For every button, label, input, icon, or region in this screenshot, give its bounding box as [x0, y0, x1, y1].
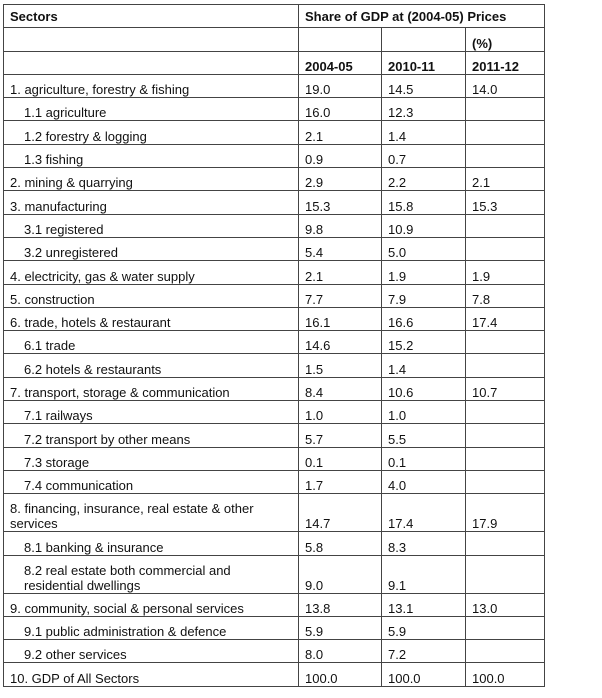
value-2004-05: 1.5 — [299, 354, 382, 377]
header-year: 2010-11 — [382, 51, 466, 74]
value-2010-11: 15.8 — [382, 191, 466, 214]
sector-label: 1.1 agriculture — [4, 98, 299, 121]
header-empty — [4, 51, 299, 74]
value-2004-05: 16.1 — [299, 307, 382, 330]
table-row-total — [4, 663, 545, 686]
value-2010-11: 7.2 — [382, 640, 466, 663]
value-2010-11: 2.2 — [382, 168, 466, 191]
value-2011-12: 15.3 — [466, 191, 545, 214]
value-2011-12: 2.1 — [466, 168, 545, 191]
value-2010-11: 1.9 — [382, 261, 466, 284]
table-row — [4, 532, 545, 555]
table-row — [4, 616, 545, 639]
value-2010-11: 8.3 — [382, 532, 466, 555]
value-2004-05: 14.6 — [299, 331, 382, 354]
header-row-unit — [4, 28, 545, 51]
value-2004-05: 15.3 — [299, 191, 382, 214]
value-2004-05: 5.8 — [299, 532, 382, 555]
value-2011-12: 7.8 — [466, 284, 545, 307]
sector-label: 6.2 hotels & restaurants — [4, 354, 299, 377]
sector-label: 8. financing, insurance, real estate & other services — [4, 494, 299, 532]
sector-label: 8.2 real estate both commercial and residential dwellings — [4, 555, 299, 593]
value-2004-05: 5.4 — [299, 237, 382, 260]
value-2004-05: 2.9 — [299, 168, 382, 191]
value-2011-12: 10.7 — [466, 377, 545, 400]
sector-label: 9. community, social & personal services — [4, 593, 299, 616]
table-row — [4, 401, 545, 424]
sector-label: 6.1 trade — [4, 331, 299, 354]
value-2004-05: 2.1 — [299, 121, 382, 144]
value-2011-12: 13.0 — [466, 593, 545, 616]
value-2010-11: 16.6 — [382, 307, 466, 330]
value-2010-11: 17.4 — [382, 494, 466, 532]
value-2010-11: 0.1 — [382, 447, 466, 470]
sector-label: 9.2 other services — [4, 640, 299, 663]
value-2010-11: 12.3 — [382, 98, 466, 121]
header-year: 2011-12 — [466, 51, 545, 74]
value-2010-11: 1.4 — [382, 354, 466, 377]
value-2010-11: 5.9 — [382, 616, 466, 639]
sector-label: 6. trade, hotels & restaurant — [4, 307, 299, 330]
table-row — [4, 168, 545, 191]
value-2011-12: 14.0 — [466, 74, 545, 97]
value-2011-12 — [466, 331, 545, 354]
value-2011-12: 17.9 — [466, 494, 545, 532]
sector-label: 7. transport, storage & communication — [4, 377, 299, 400]
value-2010-11: 10.6 — [382, 377, 466, 400]
value-2011-12 — [466, 447, 545, 470]
value-2004-05: 13.8 — [299, 593, 382, 616]
value-2004-05: 19.0 — [299, 74, 382, 97]
value-2011-12 — [466, 424, 545, 447]
sector-label: 10. GDP of All Sectors — [4, 663, 299, 686]
value-2011-12 — [466, 532, 545, 555]
table-row — [4, 98, 545, 121]
value-2010-11: 1.4 — [382, 121, 466, 144]
value-2011-12 — [466, 121, 545, 144]
value-2004-05: 0.9 — [299, 144, 382, 167]
header-empty — [382, 28, 466, 51]
value-2004-05: 8.0 — [299, 640, 382, 663]
value-2004-05: 9.8 — [299, 214, 382, 237]
value-2011-12 — [466, 354, 545, 377]
value-2004-05: 2.1 — [299, 261, 382, 284]
table-row — [4, 191, 545, 214]
value-2004-05: 5.9 — [299, 616, 382, 639]
table-row — [4, 447, 545, 470]
value-2004-05: 5.7 — [299, 424, 382, 447]
header-unit: (%) — [466, 28, 545, 51]
sector-label: 3.1 registered — [4, 214, 299, 237]
table-row — [4, 424, 545, 447]
value-2010-11: 10.9 — [382, 214, 466, 237]
sector-label: 7.2 transport by other means — [4, 424, 299, 447]
table-row — [4, 593, 545, 616]
value-2004-05: 16.0 — [299, 98, 382, 121]
sector-label: 7.4 communication — [4, 470, 299, 493]
header-row-years — [4, 51, 545, 74]
table-row — [4, 331, 545, 354]
value-2010-11: 5.5 — [382, 424, 466, 447]
table-row — [4, 354, 545, 377]
value-2010-11: 4.0 — [382, 470, 466, 493]
table-row — [4, 144, 545, 167]
value-2011-12: 100.0 — [466, 663, 545, 686]
header-empty — [4, 28, 299, 51]
table-row — [4, 555, 545, 593]
value-2011-12 — [466, 555, 545, 593]
value-2011-12: 17.4 — [466, 307, 545, 330]
sector-label: 5. construction — [4, 284, 299, 307]
value-2010-11: 14.5 — [382, 74, 466, 97]
value-2004-05: 0.1 — [299, 447, 382, 470]
value-2004-05: 9.0 — [299, 555, 382, 593]
sector-label: 4. electricity, gas & water supply — [4, 261, 299, 284]
header-share-title: Share of GDP at (2004-05) Prices — [299, 5, 545, 28]
header-year: 2004-05 — [299, 51, 382, 74]
value-2011-12 — [466, 214, 545, 237]
header-row-title — [4, 5, 545, 28]
table-row — [4, 640, 545, 663]
sector-label: 1.3 fishing — [4, 144, 299, 167]
value-2004-05: 1.7 — [299, 470, 382, 493]
value-2010-11: 100.0 — [382, 663, 466, 686]
value-2010-11: 0.7 — [382, 144, 466, 167]
value-2004-05: 1.0 — [299, 401, 382, 424]
table-row — [4, 121, 545, 144]
table-row — [4, 307, 545, 330]
header-sectors: Sectors — [4, 5, 299, 28]
sector-label: 1. agriculture, forestry & fishing — [4, 74, 299, 97]
table-row — [4, 214, 545, 237]
sector-label: 7.1 railways — [4, 401, 299, 424]
value-2011-12 — [466, 640, 545, 663]
table-row — [4, 377, 545, 400]
value-2011-12 — [466, 401, 545, 424]
sector-label: 9.1 public administration & defence — [4, 616, 299, 639]
value-2010-11: 7.9 — [382, 284, 466, 307]
header-empty — [299, 28, 382, 51]
value-2004-05: 100.0 — [299, 663, 382, 686]
value-2004-05: 7.7 — [299, 284, 382, 307]
sector-label: 3. manufacturing — [4, 191, 299, 214]
table-row — [4, 261, 545, 284]
sector-label: 3.2 unregistered — [4, 237, 299, 260]
value-2010-11: 15.2 — [382, 331, 466, 354]
value-2011-12: 1.9 — [466, 261, 545, 284]
value-2011-12 — [466, 470, 545, 493]
table-row — [4, 494, 545, 532]
sector-label: 2. mining & quarrying — [4, 168, 299, 191]
value-2011-12 — [466, 616, 545, 639]
value-2010-11: 13.1 — [382, 593, 466, 616]
sector-label: 1.2 forestry & logging — [4, 121, 299, 144]
table-row — [4, 470, 545, 493]
table-row — [4, 74, 545, 97]
table-row — [4, 284, 545, 307]
value-2010-11: 5.0 — [382, 237, 466, 260]
value-2011-12 — [466, 237, 545, 260]
value-2011-12 — [466, 144, 545, 167]
value-2010-11: 1.0 — [382, 401, 466, 424]
sector-label: 7.3 storage — [4, 447, 299, 470]
gdp-share-table — [3, 4, 545, 687]
table-row — [4, 237, 545, 260]
value-2004-05: 8.4 — [299, 377, 382, 400]
value-2011-12 — [466, 98, 545, 121]
sector-label: 8.1 banking & insurance — [4, 532, 299, 555]
value-2004-05: 14.7 — [299, 494, 382, 532]
gdp-share-table-container — [3, 4, 545, 687]
value-2010-11: 9.1 — [382, 555, 466, 593]
